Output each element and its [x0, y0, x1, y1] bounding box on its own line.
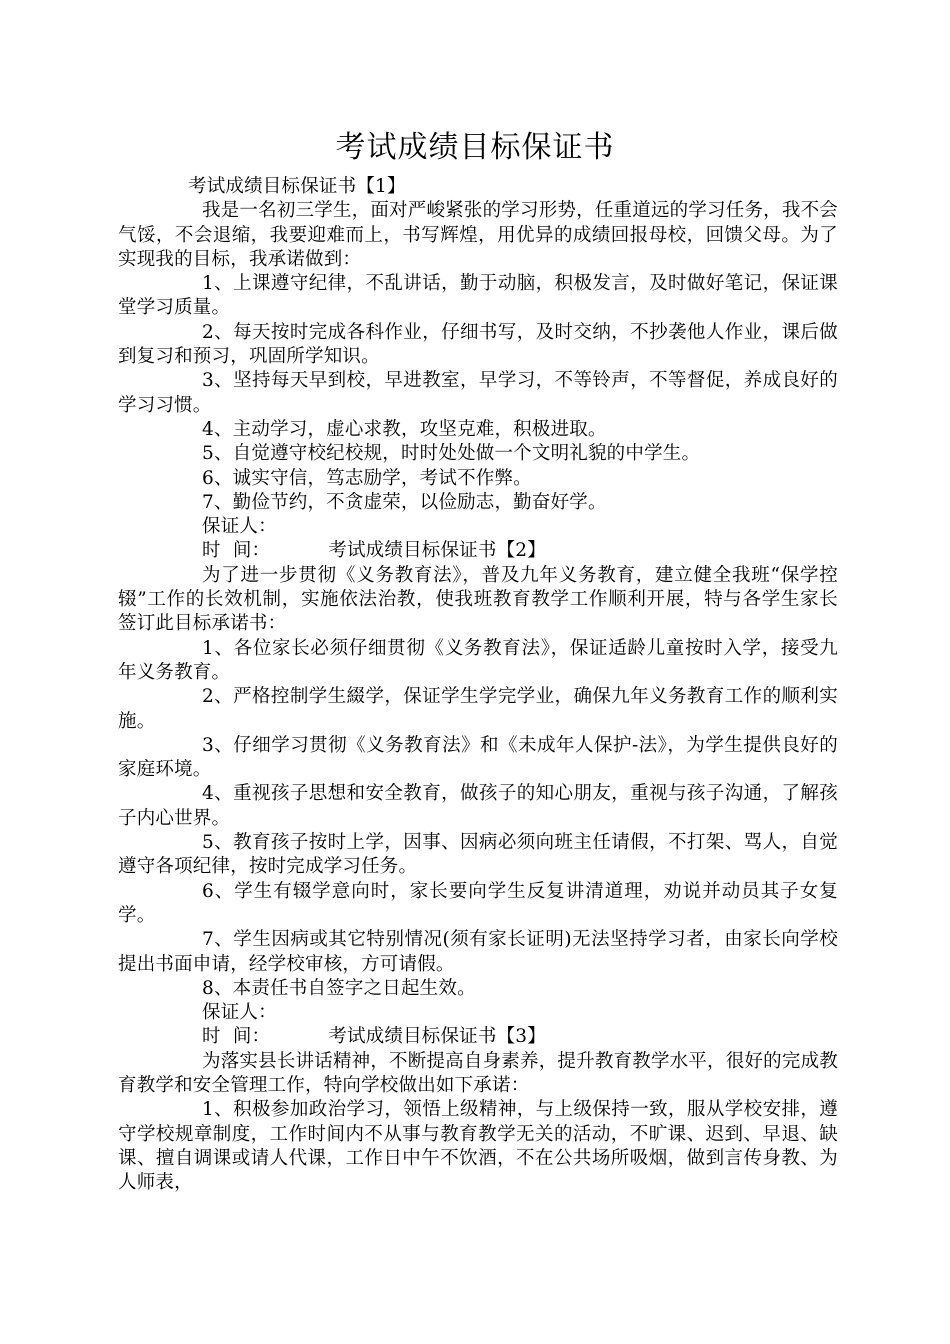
- section-2-time-label: 时 间：: [202, 1026, 271, 1048]
- section-1-guarantor: 保证人：: [202, 516, 277, 538]
- section-2-item: 8、本责任书自签字之日起生效。: [202, 977, 476, 999]
- section-1-item: 5、自觉遵守校纪校规，时时处处做一个文明礼貌的中学生。: [202, 443, 701, 465]
- section-1-item: 3、坚持每天早到校，早进教室，早学习，不等铃声，不等督促，养成良好的学习习惯。: [118, 370, 838, 416]
- section-1-item: 6、诚实守信，笃志励学，考试不作弊。: [202, 467, 532, 489]
- section-1-item: 2、每天按时完成各科作业，仔细书写，及时交纳，不抄袭他人作业，课后做到复习和预习，巩固所学知识。: [118, 321, 838, 368]
- section-2-item: 1、各位家长必须仔细贯彻《义务教育法》，保证适龄儿童按时入学，接受九年义务教育。: [118, 637, 838, 683]
- section-3-item: 1、积极参加政治学习，领悟上级精神，与上级保持一致，服从学校安排，遵守学校规章制度，工作时间内不从事与教育教学无关的活动，不旷课、迟到、早退、缺课、擅自调课或请人代课，工作日中午不饮酒，不在公共场所吸烟，做到言传身教、为人师表，: [118, 1099, 838, 1194]
- section-1-time-label: 时 间：: [202, 540, 271, 562]
- section-2-time-line: [118, 1025, 838, 1049]
- section-2-item: 7、学生因病或其它特别情况(须有家长证明)无法坚持学习者，由家长向学校提出书面申请，经学校审核，方可请假。: [118, 929, 838, 975]
- section-1-item: 7、勤俭节约，不贪虚荣，以俭励志，勤奋好学。: [202, 491, 607, 513]
- document-body: [118, 175, 838, 1195]
- section-1-item: 1、上课遵守纪律，不乱讲话，勤于动脑，积极发言，及时做好笔记，保证课堂学习质量。: [118, 273, 838, 319]
- section-1-item: 4、主动学习，虚心求教，攻坚克难，积极进取。: [202, 418, 607, 440]
- section-2-item: 6、学生有辍学意向时，家长要向学生反复讲清道理，劝说并动员其子女复学。: [118, 880, 838, 926]
- section-2-item: 2、严格控制学生綴学，保证学生学完学业，确保九年义务教育工作的顺利实施。: [118, 686, 838, 732]
- section-1-heading: 考试成绩目标保证书【1】: [188, 176, 406, 197]
- section-2-item: 3、仔细学习贯彻《义务教育法》和《未成年人保护-法》，为学生提供良好的家庭环境。: [118, 734, 838, 781]
- section-3-heading: 考试成绩目标保证书【3】: [328, 1026, 546, 1048]
- section-1-time-line: [118, 539, 838, 563]
- section-2-item: 5、教育孩子按时上学，因事、因病必须向班主任请假，不打架、骂人，自觉遵守各项纪律，按时完成学习任务。: [118, 832, 838, 878]
- section-2-heading: 考试成绩目标保证书【2】: [328, 540, 546, 562]
- section-1-intro: 我是一名初三学生，面对严峻紧张的学习形势，任重道远的学习任务，我不会气馁，不会退缩，我要迎难而上，书写辉煌，用优异的成绩回报母校，回馈父母。为了实现我的目标，我承诺做到：: [118, 200, 838, 270]
- section-2-intro: 为了进一步贯彻《义务教育法》，普及九年义务教育，建立健全我班“保学控辍”工作的长效机制，实施依法治教，使我班教育教学工作顺利开展，特与各学生家长签订此目标承诺书：: [118, 564, 838, 635]
- section-2-guarantor: 保证人：: [202, 1002, 277, 1024]
- document-title: 考试成绩目标保证书: [335, 130, 615, 165]
- section-3-intro: 为落实县长讲话精神，不断提高自身素养，提升教育教学水平，很好的完成教育教学和安全管理工作，特向学校做出如下承诺：: [118, 1050, 838, 1096]
- section-2-item: 4、重视孩子思想和安全教育，做孩子的知心朋友，重视与孩子沟通，了解孩子内心世界。: [118, 783, 838, 829]
